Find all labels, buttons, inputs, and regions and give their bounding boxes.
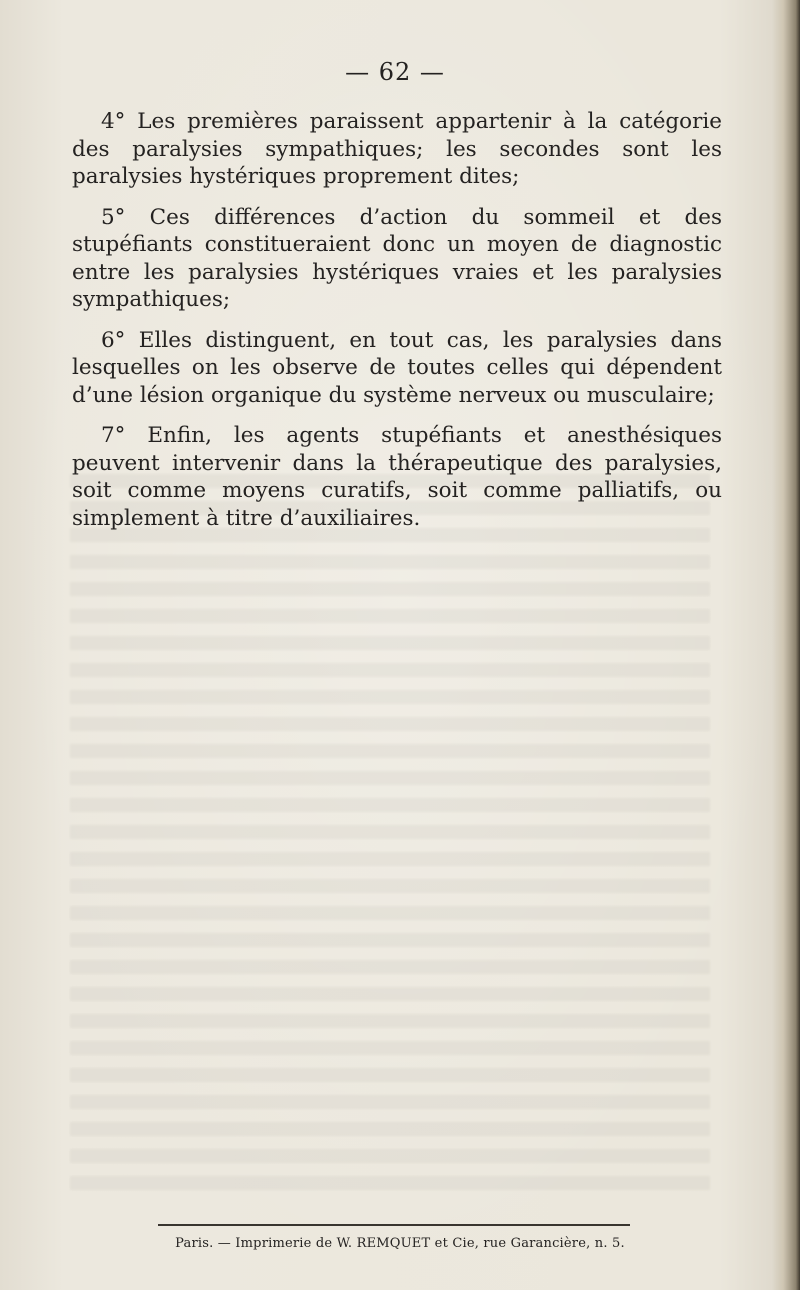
paragraph-5: 5° Ces différences d’action du sommeil et des stupéfiants constitueraient donc un moyen de diagnostic entre les paralysies hystériques vraies et les paralysies sympathiques; bbox=[72, 204, 722, 312]
printer-imprint: Paris. — Imprimerie de W. REMQUET et Cie, rue Garancière, n. 5. bbox=[175, 1236, 625, 1251]
paragraph-4: 4° Les premières paraissent appartenir à la catégorie des paralysies sympathiques; les secondes sont les paralysies hystériques proprement dites; bbox=[72, 109, 722, 189]
footer-rule bbox=[158, 1224, 630, 1226]
body-text bbox=[72, 108, 722, 545]
page-edge-shadow bbox=[772, 0, 800, 1290]
page-number: — 62 — bbox=[345, 58, 445, 86]
paragraph-6: 6° Elles distinguent, en tout cas, les paralysies dans lesquelles on les observe de toutes celles qui dépendent d’une lésion organique du système nerveux ou musculaire; bbox=[72, 327, 722, 408]
paragraph-7: 7° Enfin, les agents stupéfiants et anesthésiques peuvent intervenir dans la thérapeutique des paralysies, soit comme moyens curatifs, soit comme palliatifs, ou simplement à titre d’auxiliaires. bbox=[72, 423, 722, 531]
bleed-through-text bbox=[70, 470, 710, 1190]
